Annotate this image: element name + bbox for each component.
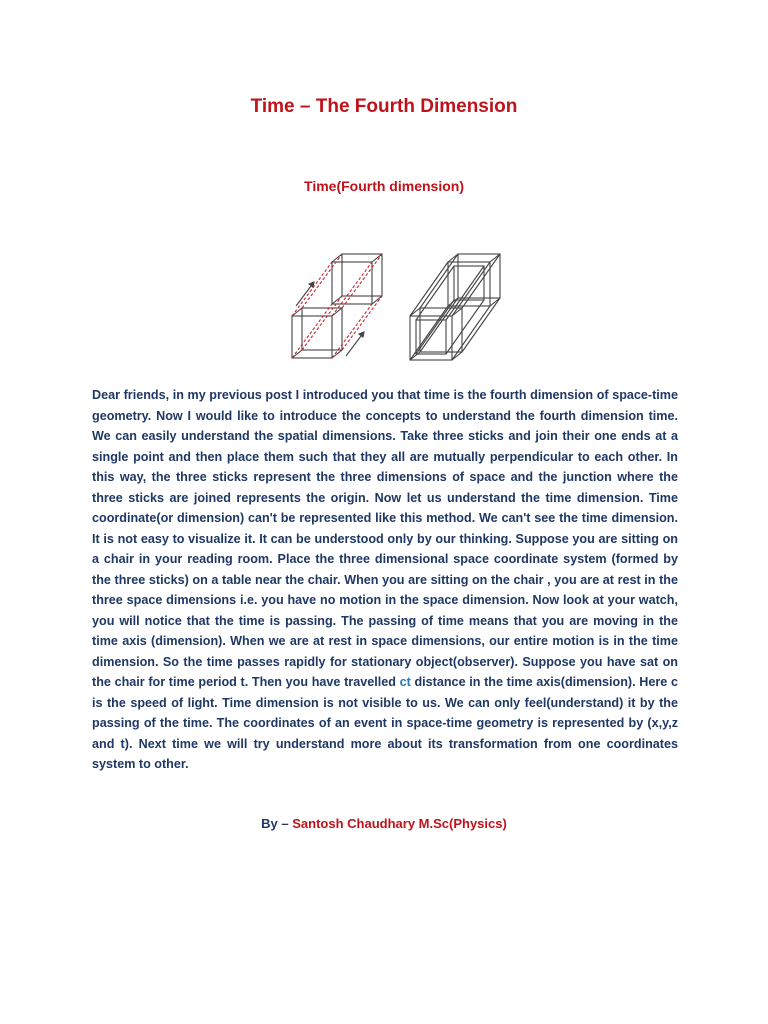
ct-highlight: ct (399, 675, 411, 689)
body-text-part-1: Dear friends, in my previous post I introduced you that time is the fourth dimension of space-time geometry. Now I would like to introduce the concepts to understand the fourth dimension time. We can easily understand the spatial dimensions. Take three sticks and join their one ends at a single point and then place them such that they all are mutually perpendicular to each other. In this way, the three sticks represent the three dimensions of space and the junction where the three sticks are joined represents the origin. Now let us understand the time dimension. Time coordinate(or dimension) can't be represented like this method. We can't see the time dimension. It is not easy to visualize it. It can be understood only by our thinking. Suppose you are sitting on a chair in your reading room. Place the three dimensional space coordinate system (formed by the three sticks) on a table near the chair. When you are sitting on the chair , you are at rest in the three space dimensions i.e. you have no motion in the space dimension. Now look at your watch, you will notice that the time is passing. The passing of time means that you are moving in the time axis (dimension). When we are at rest in space dimensions, our entire motion is in the time dimension. So the time passes rapidly for stationary object(observer). Suppose you have sat on the chair for time period t. Then you have travelled (92, 388, 678, 689)
byline-prefix: By – (261, 816, 293, 831)
byline (0, 816, 768, 831)
body-text-part-2: distance in the time axis(dimension). Here c is the speed of light. Time dimension is not visible to us. We can only feel(understand) it by the passing of the time. The coordinates of an event in space-time geometry is represented by (x,y,z and t). Next time we will try understand more about its transformation from one coordinates system to other. (92, 675, 678, 771)
tesseract-figure (276, 236, 506, 378)
section-subtitle: Time(Fourth dimension) (304, 178, 464, 194)
author-name: Santosh Chaudhary M.Sc(Physics) (292, 816, 507, 831)
article-body (92, 385, 678, 775)
page-title: Time – The Fourth Dimension (250, 96, 518, 117)
tesseract-wireframe-icon (410, 254, 500, 360)
tesseract-with-arrows-icon (292, 254, 382, 358)
